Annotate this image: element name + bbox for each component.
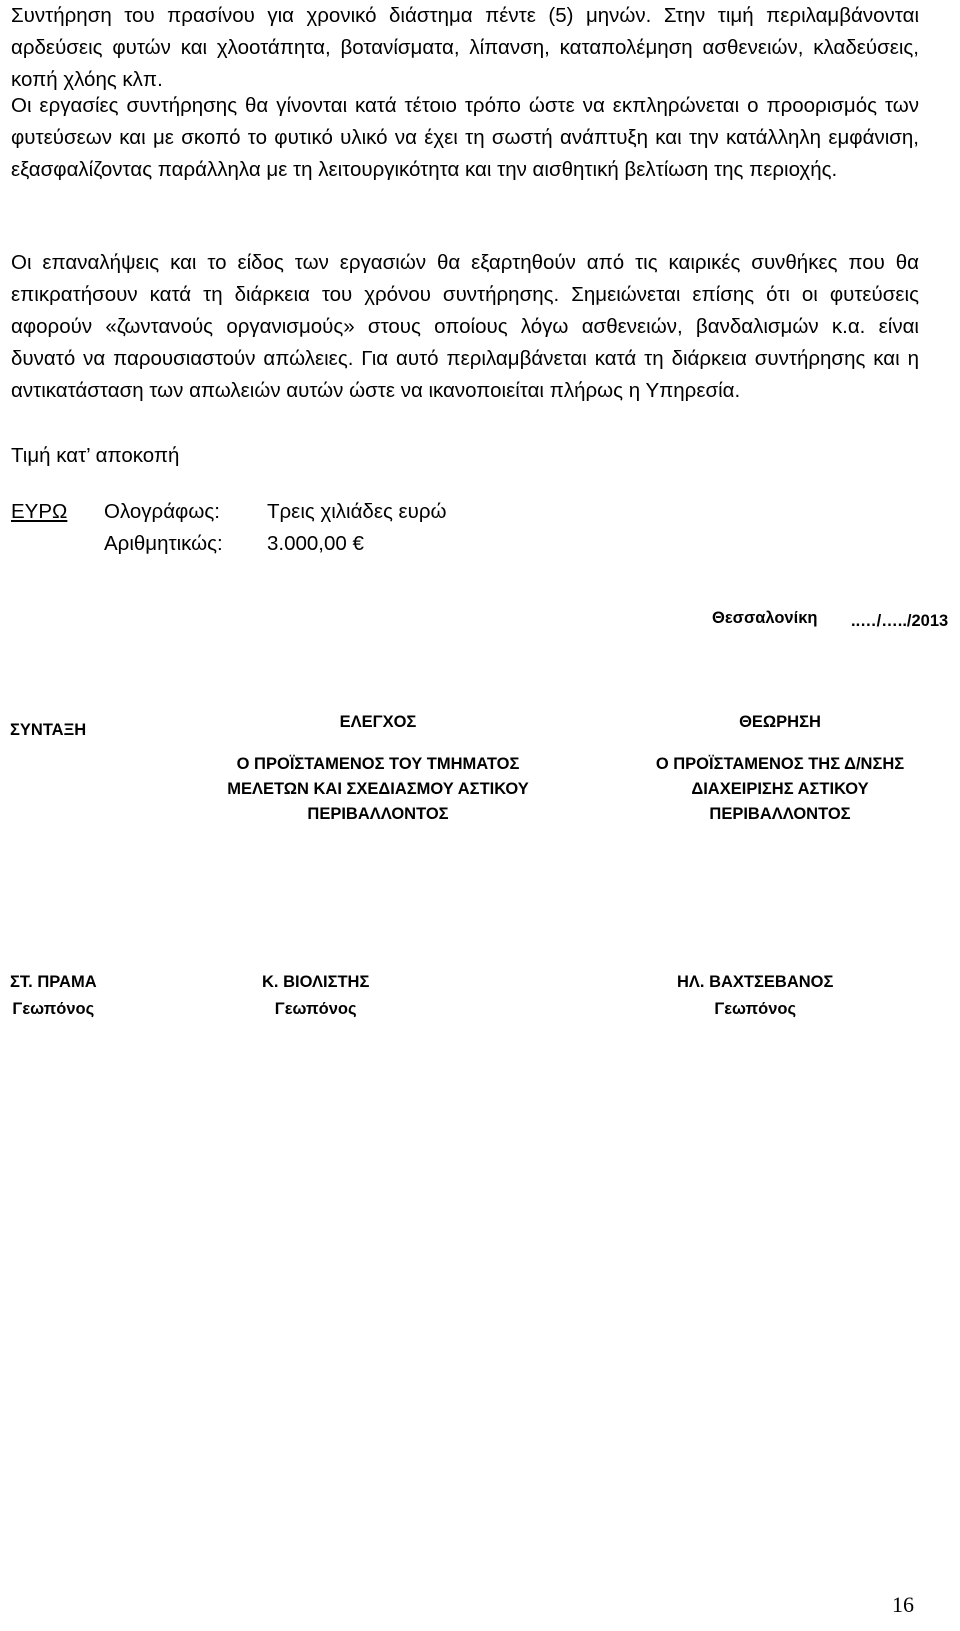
place-label: Θεσσαλονίκη xyxy=(712,609,818,627)
signer-2 xyxy=(262,969,369,1023)
paragraph-repetitions: Οι επαναλήψεις και το είδος των εργασιών θα εξαρτηθούν από τις καιρικές συνθήκες που θα επικρατήσουν κατά τη διάρκεια του χρόνου συντήρησης. Σημειώνεται επίσης ότι οι φυτεύσεις αφορούν «ζωντανούς οργανισμούς» στους οποίους λόγω ασθενειών, βανδαλισμών κ.α. είναι δυνατό να παρουσιαστούν απώλειες. Για αυτό περιλαμβάνεται κατά τη διάρκεια συντήρησης και η αντικατάσταση των απωλειών αυτών ώστε να ικανοποιείται πλήρως η Υπηρεσία. xyxy=(11,251,919,402)
signer-title: Γεωπόνος xyxy=(714,1000,797,1018)
signer-name: Κ. ΒΙΟΛΙΣΤΗΣ xyxy=(262,973,370,991)
amount-numeric-value: 3.000,00 € xyxy=(267,532,364,555)
page-number: 16 xyxy=(892,1592,914,1617)
approval-role-line-2: ΔΙΑΧΕΙΡΙΣΗΣ ΑΣΤΙΚΟΥ xyxy=(691,780,869,798)
paragraph-maintenance: Συντήρηση του πρασίνου για χρονικό διάστημα πέντε (5) μηνών. Στην τιμή περιλαμβάνονται αρδεύσεις φυτών και χλοοτάπητα, βοτανίσματα, λίπανση, καταπολέμηση ασθενειών, κλαδεύσεις, κοπή χλόης κλπ. xyxy=(11,4,919,91)
signature-column-review xyxy=(193,710,563,827)
currency-label: ΕΥΡΩ xyxy=(11,500,68,523)
approval-title: ΘΕΩΡΗΣΗ xyxy=(739,713,821,731)
date-field: ..…/…../2013 xyxy=(851,612,949,630)
paragraph-work-method: Οι εργασίες συντήρησης θα γίνονται κατά τέτοιο τρόπο ώστε να εκπληρώνεται ο προορισμός των φυτεύσεων και με σκοπό το φυτικό υλικό να έχει τη σωστή ανάπτυξη και την κατάλληλη εμφάνιση, εξασφαλίζοντας παράλληλα με τη λειτουργικότητα και την αισθητική βελτίωση της περιοχής. xyxy=(11,94,919,181)
signer-title: Γεωπόνος xyxy=(12,1000,95,1018)
signature-column-drafting xyxy=(10,718,110,743)
review-role-line-1: Ο ΠΡΟΪΣΤΑΜΕΝΟΣ ΤΟΥ ΤΜΗΜΑΤΟΣ xyxy=(236,755,520,773)
signer-title: Γεωπόνος xyxy=(274,1000,357,1018)
approval-role-line-1: Ο ΠΡΟΪΣΤΑΜΕΝΟΣ ΤΗΣ Δ/ΝΣΗΣ xyxy=(655,755,905,773)
review-role-line-3: ΠΕΡΙΒΑΛΛΟΝΤΟΣ xyxy=(307,805,449,823)
review-title: ΕΛΕΓΧΟΣ xyxy=(339,713,417,731)
drafting-title: ΣΥΝΤΑΞΗ xyxy=(10,721,87,739)
review-role-line-2: ΜΕΛΕΤΩΝ ΚΑΙ ΣΧΕΔΙΑΣΜΟΥ ΑΣΤΙΚΟΥ xyxy=(227,780,529,798)
signer-name: ΗΛ. ΒΑΧΤΣΕΒΑΝΟΣ xyxy=(677,973,834,991)
amount-numeric-label: Αριθμητικώς: xyxy=(104,532,223,555)
amount-words-value: Τρεις χιλιάδες ευρώ xyxy=(267,500,447,523)
signature-column-approval xyxy=(620,710,940,827)
amount-words-label: Ολογράφως: xyxy=(104,500,220,523)
price-label: Τιμή κατ’ αποκοπή xyxy=(11,444,180,467)
signer-name: ΣΤ. ΠΡΑΜΑ xyxy=(10,973,97,991)
signer-1 xyxy=(10,969,97,1023)
signer-3 xyxy=(677,969,833,1023)
approval-role-line-3: ΠΕΡΙΒΑΛΛΟΝΤΟΣ xyxy=(709,805,851,823)
